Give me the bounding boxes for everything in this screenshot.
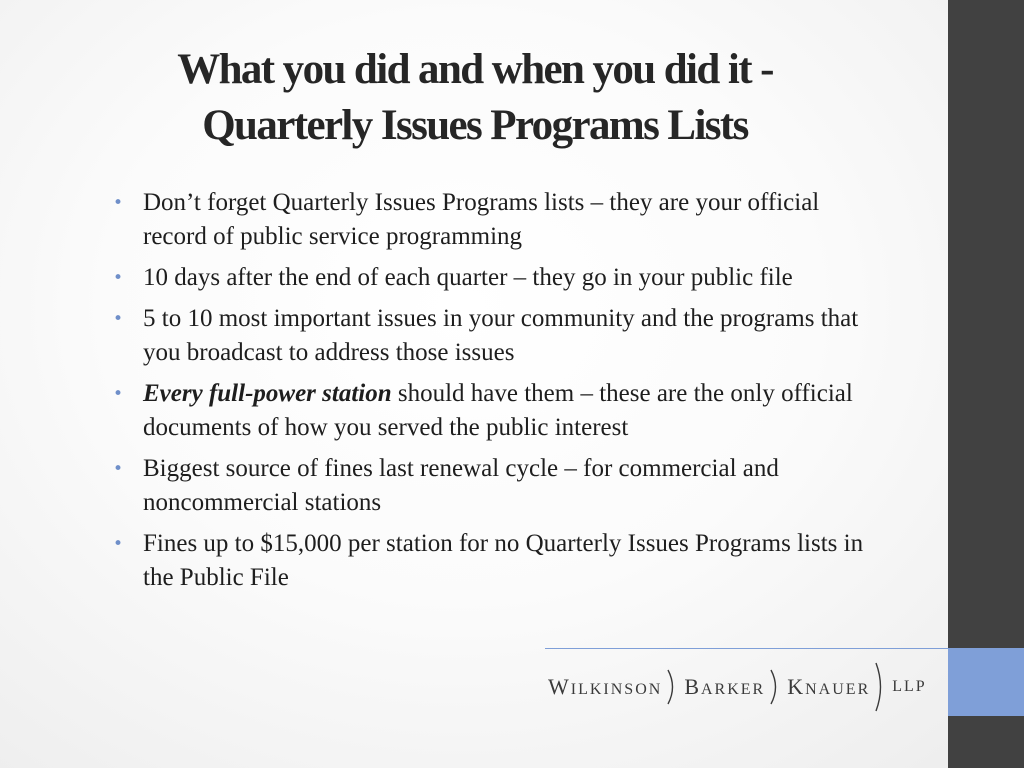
- logo-paren-icon: [874, 662, 886, 712]
- title-line-1: What you did and when you did it -: [177, 46, 773, 93]
- bullet-icon: •: [113, 534, 124, 554]
- bullet-emphasis: Every full-power station: [143, 380, 392, 407]
- bullet-item-3: [113, 302, 883, 370]
- firm-logo: [548, 664, 927, 710]
- logo-word-wilkinson: WILKINSON: [548, 674, 663, 699]
- bullet-icon: •: [113, 193, 124, 213]
- logo-paren-icon: [769, 669, 781, 705]
- bullet-icon: •: [113, 459, 124, 479]
- bullet-text: 5 to 10 most important issues in your community and the programs that you broadcast to address those issues: [143, 305, 859, 366]
- bullet-text: 10 days after the end of each quarter – they go in your public file: [143, 264, 793, 291]
- logo-divider: [545, 648, 948, 649]
- bullet-text: Biggest source of fines last renewal cycle – for commercial and noncommercial stations: [143, 455, 779, 516]
- right-accent-block: [948, 648, 1024, 716]
- logo-paren-icon: [666, 669, 678, 705]
- slide-title: [100, 42, 850, 154]
- bullet-icon: •: [113, 384, 124, 404]
- logo-word-barker: BARKER: [684, 674, 766, 699]
- bullet-item-4: [113, 377, 883, 445]
- bullet-item-2: [113, 261, 883, 295]
- bullet-text: should have them – these are the only official documents of how you served the public interest: [143, 380, 853, 441]
- bullet-item-5: [113, 452, 883, 520]
- bullet-list: [113, 186, 883, 602]
- logo-llp: LLP: [892, 678, 927, 695]
- bullet-icon: •: [113, 309, 124, 329]
- title-line-2: Quarterly Issues Programs Lists: [202, 102, 748, 149]
- bullet-text: Fines up to $15,000 per station for no Quarterly Issues Programs lists in the Public File: [143, 530, 864, 591]
- logo-word-knauer: KNAUER: [787, 674, 871, 699]
- bullet-text: Don’t forget Quarterly Issues Programs lists – they are your official record of public service programming: [143, 189, 820, 250]
- bullet-item-1: [113, 186, 883, 254]
- bullet-item-6: [113, 527, 883, 595]
- bullet-icon: •: [113, 268, 124, 288]
